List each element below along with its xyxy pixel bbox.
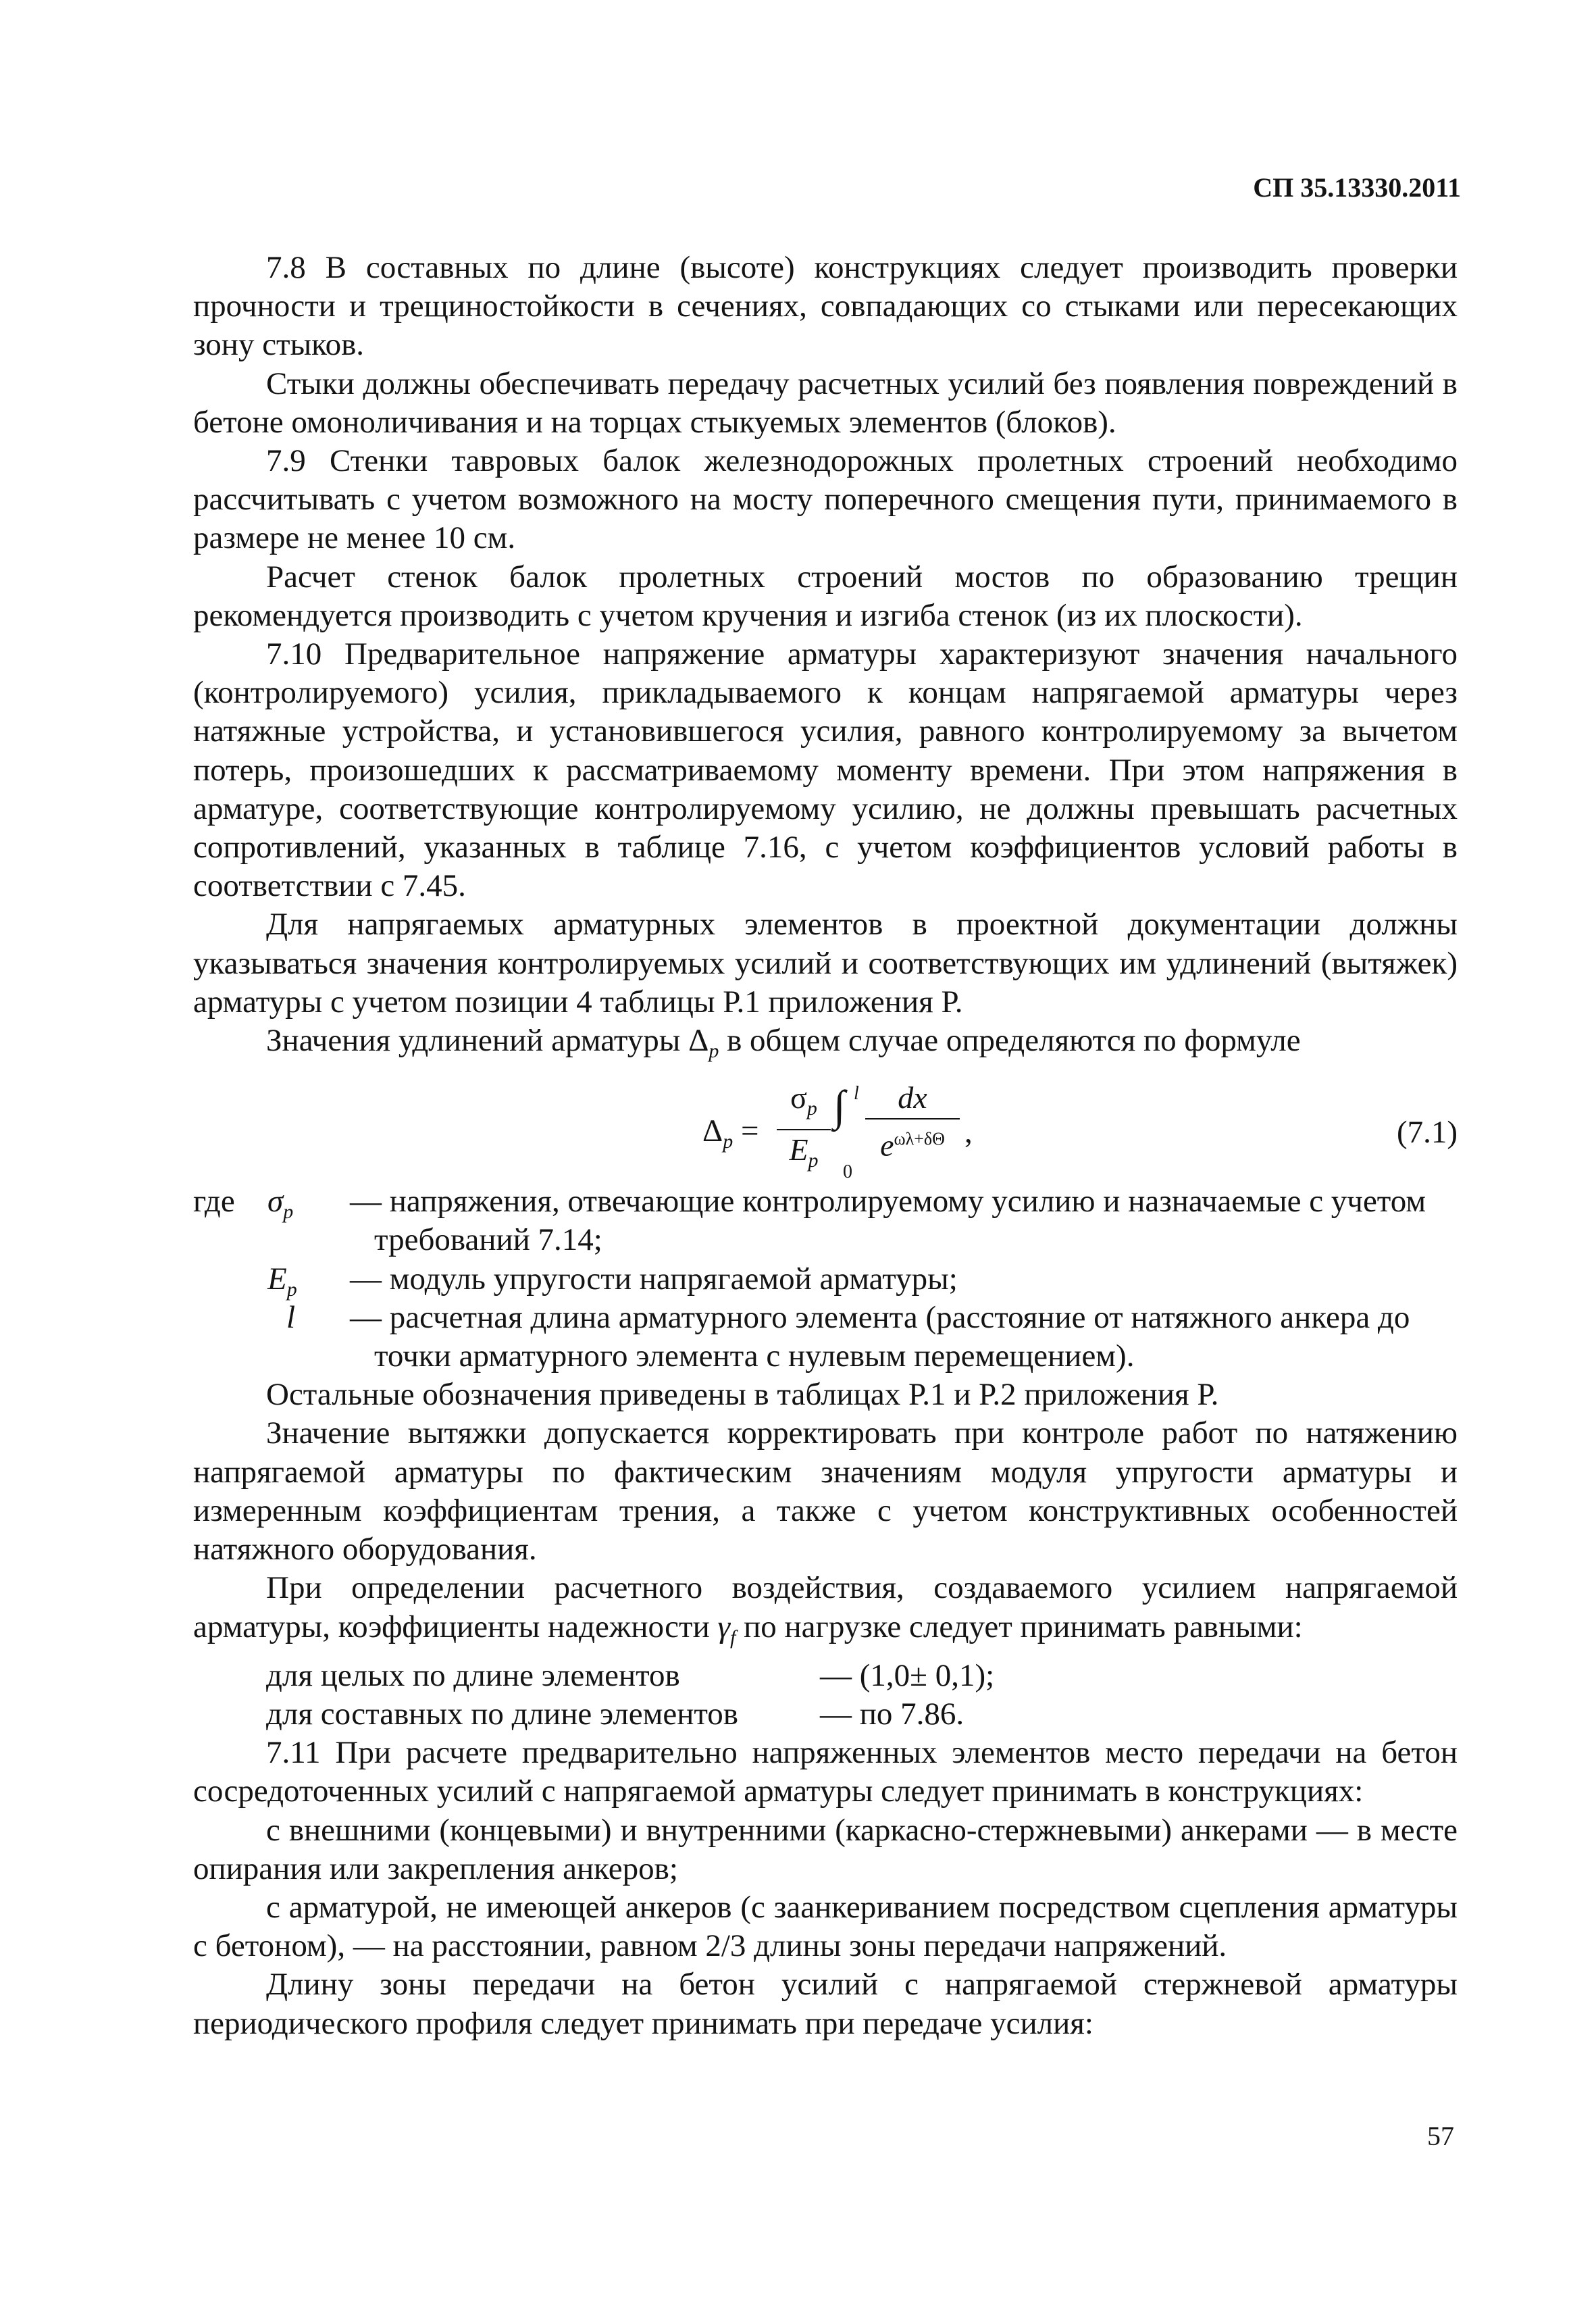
coef-row-whole: для целых по длине элементов — (1,0± 0,1); [266,1657,995,1693]
definition-length-cont: точки арматурного элемента с нулевым перемещением). [374,1338,1135,1374]
paragraph-other-notation: Остальные обозначения приведены в таблицах Р.1 и Р.2 приложения Р. [266,1377,1219,1413]
formula-fraction-stress-modulus: $\frac{\sigma_p}{E_p}$ [777,1078,831,1180]
paragraph-7-10: 7.10 Предварительное напряжение арматуры характеризуют значения начального (контролируемого) усилия, прикладываемого к концам напрягаемой арматуры через натяжные устройства, и установившегося усилия, равного контролируемому за вычетом потерь, произошедших к рассматриваемому моменту времени. При этом напряжения в арматуре, соответствующие контролируемому усилию, не должны превышать расчетных сопротивлений, указанных в таблице 7.16, с учетом коэффициентов условий работы в соответствии с 7.45. [193,636,1458,904]
paragraph-web-calc: Расчет стенок балок пролетных строений мостов по образованию трещин рекомендуется производить с учетом кручения и изгиба стенок (из их плоскости). [193,559,1458,633]
paragraph-transfer-length: Длину зоны передачи на бетон усилий с напрягаемой стержневой арматуры периодического профиля следует принимать при передаче усилия: [193,1967,1458,2041]
page-number: 57 [1427,2121,1454,2151]
paragraph-anchors: с внешними (концевыми) и внутренними (каркасно-стержневыми) анкерами — в месте опирания или закрепления анкеров; [193,1812,1458,1886]
integral-sign: ∫ [833,1082,846,1130]
formula-number: (7.1) [1396,1115,1458,1151]
paragraph-tension-elements: Для напрягаемых арматурных элементов в проектной документации должны указываться значения контролируемых усилий и соответствующих им удлинений (вытяжек) арматуры с учетом позиции 4 таблицы Р.1 приложения Р. [193,907,1458,1020]
paragraph-reliability-coefficients: При определении расчетного воздействия, создаваемого усилием напрягаемой арматуры, коэффициенты надежности $\gamma_f$ по нагрузке следует принимать равными: [193,1570,1458,1649]
definition-modulus: $E_p$ — модуль упругости напрягаемой арматуры; [267,1261,958,1301]
symbol-definitions [193,1182,1458,1376]
formula-7-1: $\Delta_p$ = $\frac{\sigma_p}{E_p}$ ∫ l 0 dx $e^{\omega\lambda+\delta\Theta}$ , (7.1) [193,1074,1458,1176]
definition-length: l — расчетная длина арматурного элемента (расстояние от натяжного анкера до [286,1299,1410,1335]
definition-sigma-cont: требований 7.14; [374,1222,602,1258]
definition-sigma: где $\sigma_p$ — напряжения, отвечающие контролируемому усилию и назначаемые с учетом [193,1184,1426,1224]
integral-lower-limit: 0 [843,1161,852,1183]
formula-lhs: $\Delta_p$ = [702,1113,759,1153]
formula-fraction-integrand: dx $e^{\omega\lambda+\delta\Theta}$ [865,1078,960,1165]
paragraph-no-anchors: с арматурой, не имеющей анкеров (с заанкериванием посредством сцепления арматуры с бетоном), — на расстоянии, равном 2/3 длины зоны передачи напряжений. [193,1889,1458,1964]
paragraph-joints: Стыки должны обеспечивать передачу расчетных усилий без появления повреждений в бетоне омоноличивания и на торцах стыкуемых элементов (блоков). [193,366,1458,440]
paragraph-7-11: 7.11 При расчете предварительно напряженных элементов место передачи на бетон сосредоточенных усилий с напрягаемой арматуры следует принимать в конструкциях: [193,1735,1458,1809]
integral-upper-limit: l [854,1083,859,1105]
paragraph-7-8: 7.8 В составных по длине (высоте) конструкциях следует производить проверки прочности и трещиностойкости в сечениях, совпадающих со стыками или пересекающих зону стыков. [193,250,1458,363]
body-text [193,249,1458,2043]
paragraph-7-9: 7.9 Стенки тавровых балок железнодорожных пролетных строений необходимо рассчитывать с учетом возможного на мосту поперечного смещения пути, принимаемого в размере не менее 10 см. [193,443,1458,556]
coef-row-composite: для составных по длине элементов — по 7.86. [266,1696,964,1732]
paragraph-elongation-intro: Значения удлинений арматуры $\Delta_p$ в общем случае определяются по формуле [266,1023,1301,1063]
paragraph-elongation-correction: Значение вытяжки допускается корректировать при контроле работ по натяжению напрягаемой арматуры по фактическим значениям модуля упругости арматуры и измеренным коэффициентам трения, а также с учетом конструктивных особенностей натяжного оборудования. [193,1415,1458,1567]
document-code-header: СП 35.13330.2011 [1253,172,1461,203]
